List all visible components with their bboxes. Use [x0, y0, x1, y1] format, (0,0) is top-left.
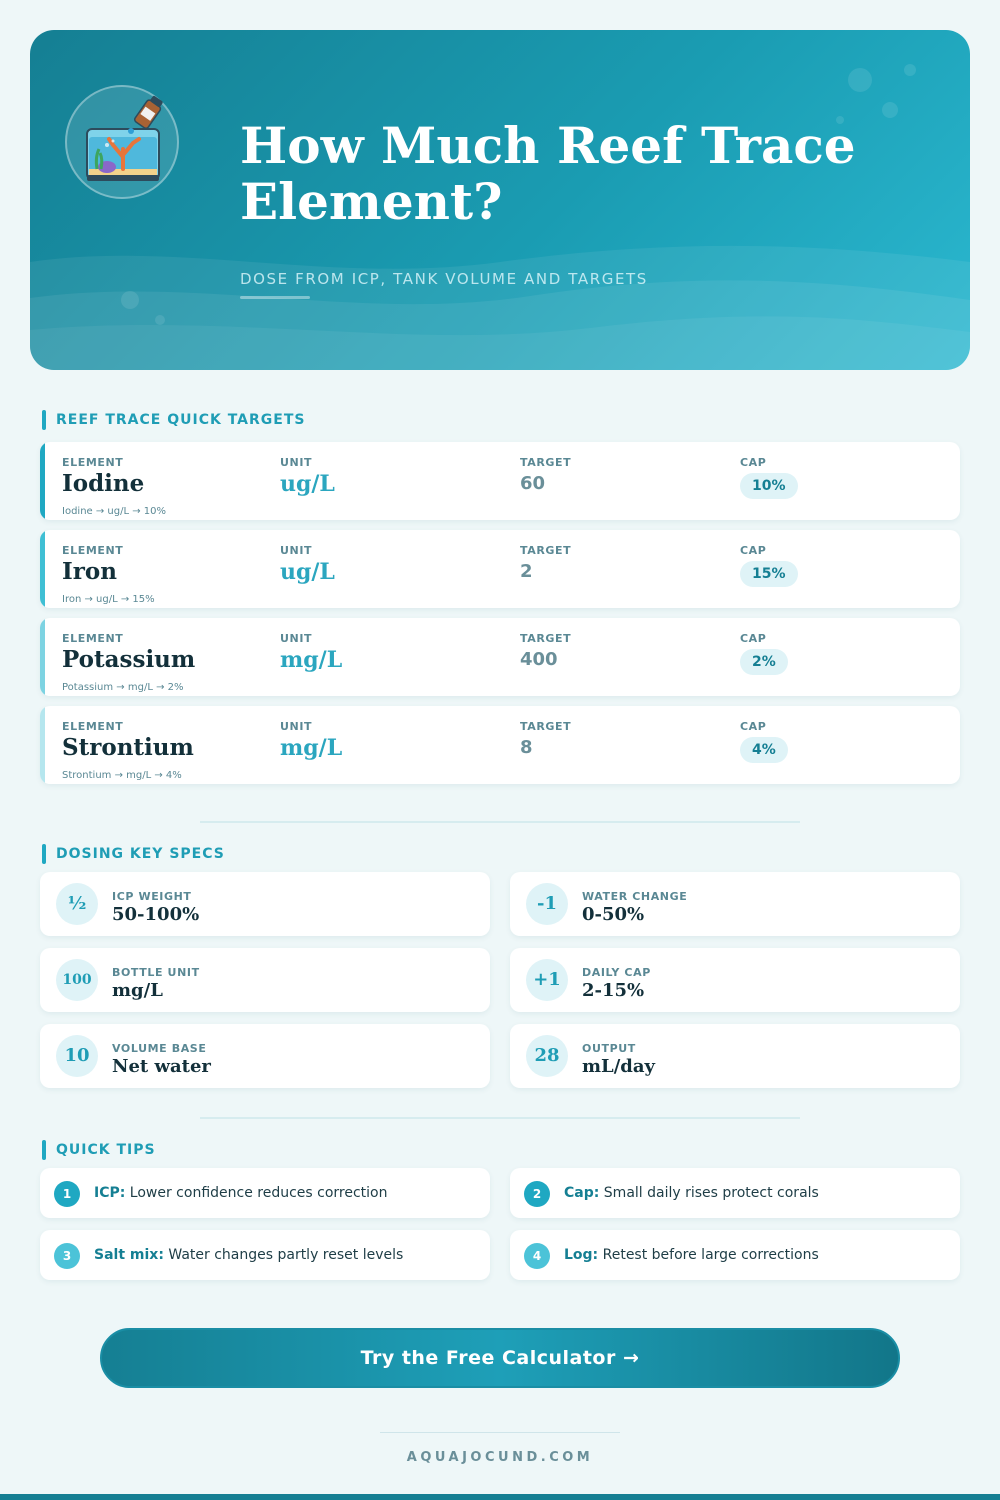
- spec-card-output: [510, 1024, 960, 1088]
- spec-badge: +1: [526, 959, 568, 1001]
- target-label: TARGET: [520, 720, 572, 733]
- spec-card-water-change: [510, 872, 960, 936]
- tip-number: 1: [54, 1181, 80, 1207]
- reef-tank-dropper-icon: [65, 85, 179, 199]
- element-name: Iodine: [62, 470, 145, 497]
- target-card-iodine: [40, 442, 960, 520]
- target-label: TARGET: [520, 456, 572, 469]
- cap-badge: 4%: [740, 737, 788, 763]
- unit-label: UNIT: [280, 456, 313, 469]
- tip-text: [94, 1247, 403, 1263]
- target-label: TARGET: [520, 544, 572, 557]
- unit-label: UNIT: [280, 632, 313, 645]
- element-label: ELEMENT: [62, 632, 124, 645]
- spec-label: ICP WEIGHT: [112, 890, 192, 903]
- free-calculator-button[interactable]: Try the Free Calculator →: [100, 1328, 900, 1388]
- spec-value: 0-50%: [582, 904, 645, 925]
- target-value: 2: [520, 561, 533, 582]
- spec-value: 50-100%: [112, 904, 200, 925]
- element-label: ELEMENT: [62, 544, 124, 557]
- spec-label: VOLUME BASE: [112, 1042, 207, 1055]
- spec-label: WATER CHANGE: [582, 890, 688, 903]
- element-trail: Potassium → mg/L → 2%: [62, 682, 184, 693]
- spec-badge: 10: [56, 1035, 98, 1077]
- target-card-potassium: [40, 618, 960, 696]
- spec-value: mL/day: [582, 1056, 655, 1077]
- element-label: ELEMENT: [62, 720, 124, 733]
- unit-label: UNIT: [280, 544, 313, 557]
- unit-value: ug/L: [280, 559, 335, 585]
- tip-number: 4: [524, 1243, 550, 1269]
- element-name: Strontium: [62, 734, 194, 761]
- page-subtitle: DOSE FROM ICP, TANK VOLUME AND TARGETS: [240, 270, 648, 288]
- target-card-iron: [40, 530, 960, 608]
- bottom-accent-bar: [0, 1494, 1000, 1500]
- card-accent-bar: [40, 530, 45, 608]
- spec-badge: 28: [526, 1035, 568, 1077]
- tip-card-salt-mix: [40, 1230, 490, 1280]
- target-card-strontium: [40, 706, 960, 784]
- unit-value: mg/L: [280, 735, 343, 761]
- hero-banner: [30, 30, 970, 370]
- spec-card-bottle-unit: [40, 948, 490, 1012]
- spec-badge: -1: [526, 883, 568, 925]
- tip-text: [94, 1185, 388, 1201]
- card-accent-bar: [40, 706, 45, 784]
- cap-label: CAP: [740, 720, 767, 733]
- target-value: 400: [520, 649, 558, 670]
- tip-number: 2: [524, 1181, 550, 1207]
- unit-label: UNIT: [280, 720, 313, 733]
- spec-value: 2-15%: [582, 980, 645, 1001]
- targets-heading: REEF TRACE QUICK TARGETS: [42, 410, 305, 430]
- element-label: ELEMENT: [62, 456, 124, 469]
- target-value: 8: [520, 737, 533, 758]
- spec-card-volume-base: [40, 1024, 490, 1088]
- specs-heading: DOSING KEY SPECS: [42, 844, 225, 864]
- spec-value: mg/L: [112, 980, 163, 1001]
- spec-label: OUTPUT: [582, 1042, 636, 1055]
- tip-card-log: [510, 1230, 960, 1280]
- unit-value: ug/L: [280, 471, 335, 497]
- element-name: Potassium: [62, 646, 196, 673]
- tip-body: Lower confidence reduces correction: [125, 1185, 388, 1201]
- section-divider: [200, 821, 800, 823]
- tip-text: [564, 1185, 819, 1201]
- tip-body: Small daily rises protect corals: [599, 1185, 819, 1201]
- spec-badge: 100: [56, 959, 98, 1001]
- tip-body: Retest before large corrections: [598, 1247, 819, 1263]
- tip-card-icp: [40, 1168, 490, 1218]
- element-trail: Iron → ug/L → 15%: [62, 594, 155, 605]
- tip-key: Cap:: [564, 1185, 600, 1201]
- subtitle-underline: [240, 296, 310, 299]
- page-title: How Much Reef Trace Element?: [240, 116, 856, 231]
- spec-label: BOTTLE UNIT: [112, 966, 200, 979]
- target-label: TARGET: [520, 632, 572, 645]
- card-accent-bar: [40, 618, 45, 696]
- spec-card-icp-weight: [40, 872, 490, 936]
- cap-label: CAP: [740, 632, 767, 645]
- spec-value: Net water: [112, 1056, 211, 1077]
- element-name: Iron: [62, 558, 117, 585]
- tip-card-cap: [510, 1168, 960, 1218]
- cap-badge: 10%: [740, 473, 798, 499]
- tips-heading: QUICK TIPS: [42, 1140, 156, 1160]
- tip-key: Salt mix:: [94, 1247, 164, 1263]
- spec-label: DAILY CAP: [582, 966, 651, 979]
- footer-site-link[interactable]: AQUAJOCUND.COM: [406, 1450, 594, 1465]
- tip-number: 3: [54, 1243, 80, 1269]
- tip-key: Log:: [564, 1247, 599, 1263]
- targets-list: [40, 442, 960, 794]
- cap-label: CAP: [740, 544, 767, 557]
- section-divider: [200, 1117, 800, 1119]
- cap-badge: 15%: [740, 561, 798, 587]
- element-trail: Iodine → ug/L → 10%: [62, 506, 167, 517]
- tip-text: [564, 1247, 819, 1263]
- tip-key: ICP:: [94, 1185, 126, 1201]
- cap-badge: 2%: [740, 649, 788, 675]
- tip-body: Water changes partly reset levels: [163, 1247, 404, 1263]
- spec-card-daily-cap: [510, 948, 960, 1012]
- element-trail: Strontium → mg/L → 4%: [62, 770, 182, 781]
- spec-badge: ½: [56, 883, 98, 925]
- target-value: 60: [520, 473, 546, 494]
- cap-label: CAP: [740, 456, 767, 469]
- card-accent-bar: [40, 442, 45, 520]
- unit-value: mg/L: [280, 647, 343, 673]
- footer-divider: [380, 1432, 620, 1433]
